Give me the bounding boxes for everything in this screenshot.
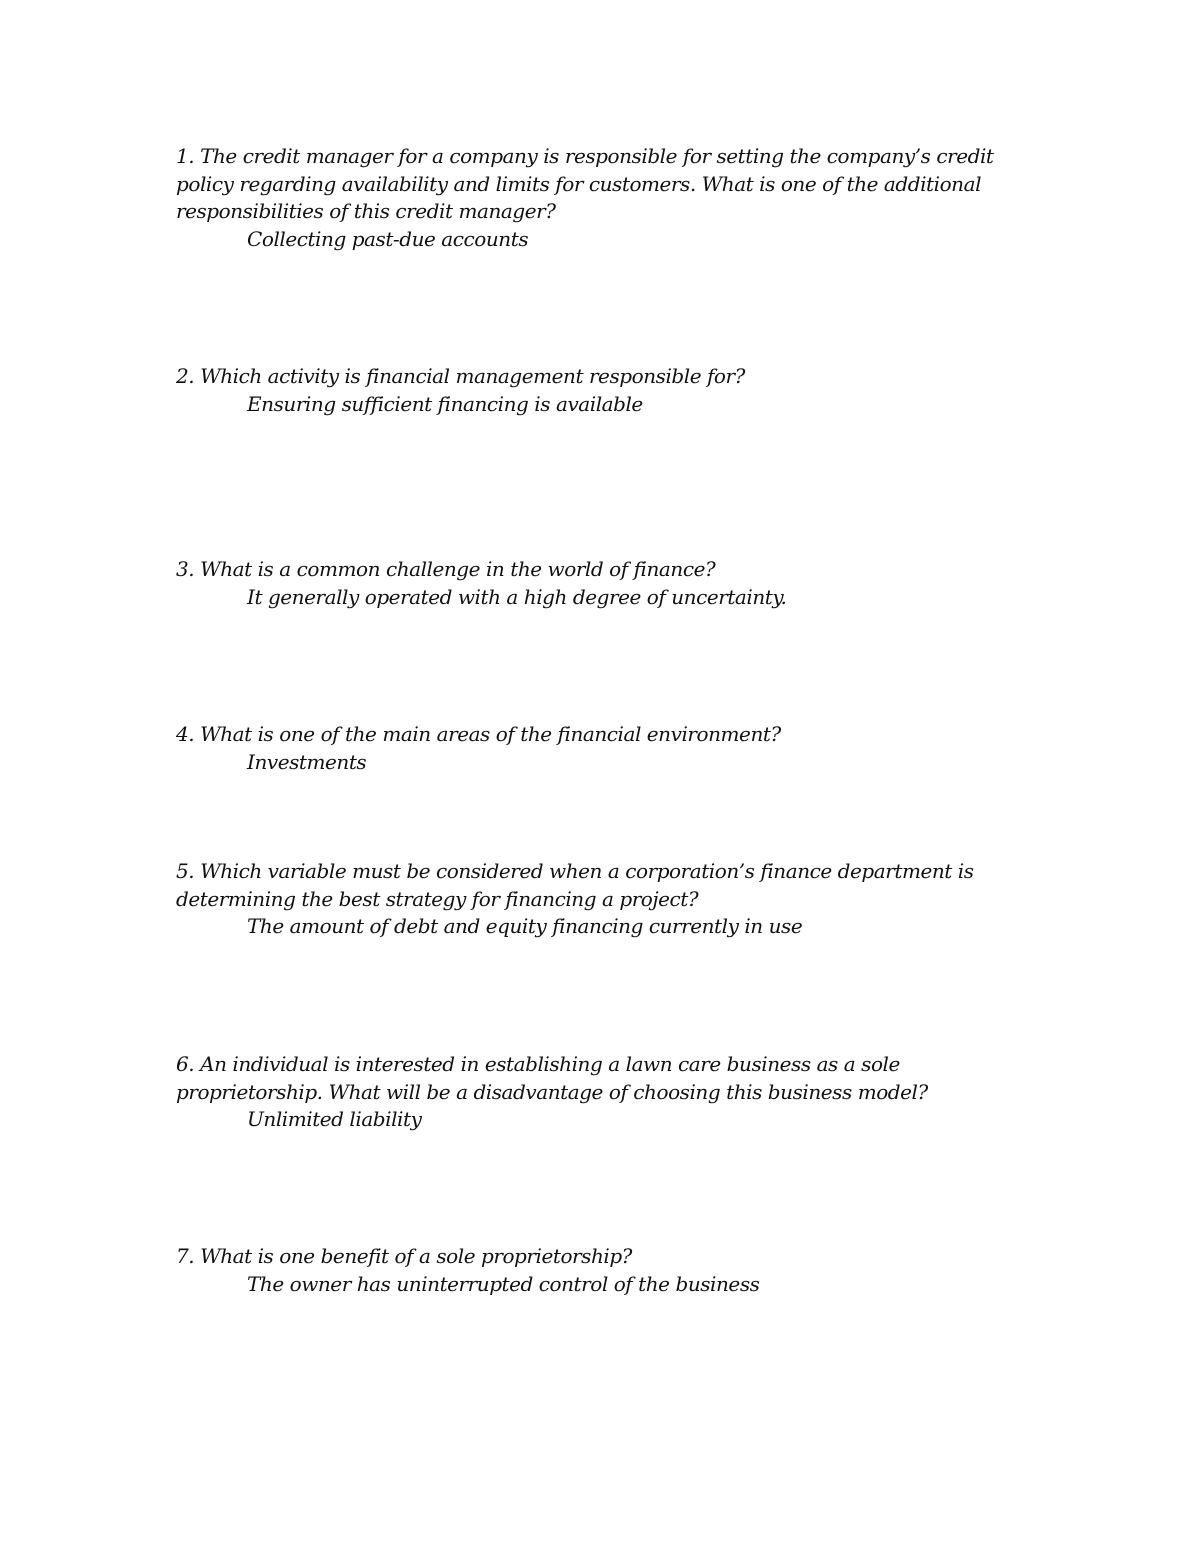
answer-6: Unlimited liability: [247, 1107, 422, 1131]
question-block-3: [176, 556, 1006, 611]
question-block-7: [176, 1243, 1006, 1298]
question-5-line-1: 5. Which variable must be considered when a corporation’s finance department is: [176, 859, 974, 883]
question-1-line-2: policy regarding availability and limits for customers. What is one of the additional: [176, 171, 982, 196]
answer-7: The owner has uninterrupted control of the business: [247, 1271, 760, 1296]
answer-4: Investments: [247, 749, 367, 774]
question-6-line-2: proprietorship. What will be a disadvantage of choosing this business model?: [176, 1079, 928, 1104]
question-1-line-1: 1. The credit manager for a company is responsible for setting the company’s credit: [176, 144, 994, 168]
question-6-line-1: 6. An individual is interested in establishing a lawn care business as a sole: [176, 1052, 900, 1076]
question-block-2: [176, 363, 1006, 418]
question-block-4: [176, 721, 1006, 776]
answer-2: Ensuring sufficient financing is available: [247, 391, 643, 416]
question-1-line-3: responsibilities of this credit manager?: [176, 199, 556, 223]
question-block-1: [176, 143, 1006, 253]
question-7-line-1: 7. What is one benefit of a sole proprietorship?: [176, 1244, 632, 1268]
question-2-line-1: 2. Which activity is financial management responsible for?: [176, 364, 745, 388]
question-block-6: [176, 1051, 1006, 1134]
question-5-line-2: determining the best strategy for financing a project?: [176, 886, 699, 911]
question-block-5: [176, 858, 1006, 941]
question-3-line-1: 3. What is a common challenge in the world of finance?: [176, 557, 716, 581]
answer-3: It generally operated with a high degree of uncertainty.: [247, 584, 787, 609]
answer-1: Collecting past-due accounts: [247, 226, 529, 251]
question-4-line-1: 4. What is one of the main areas of the financial environment?: [176, 722, 781, 746]
answer-5: The amount of debt and equity financing currently in use: [247, 914, 803, 938]
